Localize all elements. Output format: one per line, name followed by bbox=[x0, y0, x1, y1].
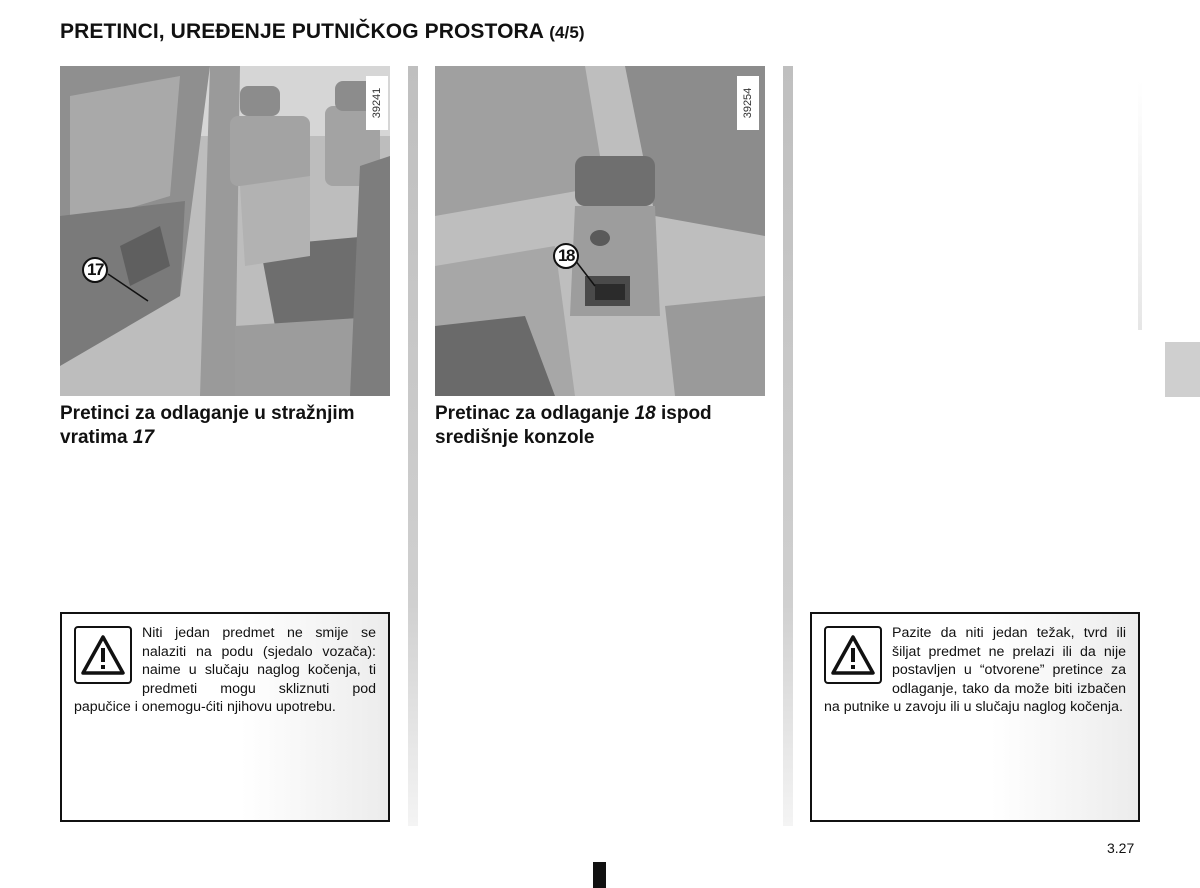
page-number: 3.27 bbox=[1107, 840, 1135, 856]
column-separator-right bbox=[783, 66, 793, 826]
column-separator-left bbox=[408, 66, 418, 826]
caption-tail: ispod središnje konzole bbox=[435, 403, 712, 448]
rear-door-illustration bbox=[60, 66, 390, 396]
warning-text: Niti jedan predmet ne smije se nalaziti na podu (sjedalo vozača): naime u slučaju naglog kočenja, ti predmeti mogu skliznuti pod papučice i onemogu-ćiti njihovu upotrebu. bbox=[74, 625, 376, 715]
center-console-photo bbox=[435, 66, 765, 396]
figure-caption-rear-door bbox=[60, 402, 400, 450]
image-reference-id: 39254 bbox=[737, 76, 759, 130]
caption-ref: 18 bbox=[634, 403, 656, 424]
warning-text: Pazite da niti jedan težak, tvrd ili šiljat predmet ne prelazi ili da nije postavljen u “otvorene” pretince za odlaganje, tako da može biti izbačen na putnike u zavoju ili u slučaju naglog kočenja. bbox=[824, 625, 1126, 715]
caption-text: Pretinac za odlaganje bbox=[435, 403, 635, 424]
warning-box-open-compartments bbox=[810, 612, 1140, 822]
callout-17: 17 bbox=[82, 257, 108, 283]
callout-18: 18 bbox=[553, 243, 579, 269]
section-tab-marker bbox=[1165, 342, 1200, 397]
warning-triangle-icon bbox=[824, 626, 882, 684]
column-separator-edge bbox=[1138, 80, 1142, 330]
caption-ref: 17 bbox=[132, 427, 155, 448]
warning-triangle-icon bbox=[74, 626, 132, 684]
page-title bbox=[60, 20, 585, 44]
page-title-text: PRETINCI, UREĐENJE PUTNIČKOG PROSTORA bbox=[60, 20, 544, 43]
page-count: (4/5) bbox=[549, 23, 585, 42]
center-console-illustration bbox=[435, 66, 765, 396]
caption-text: Pretinci za odlaganje u stražnjim vratima bbox=[60, 403, 355, 448]
warning-box-floor-objects bbox=[60, 612, 390, 822]
page-edge-mark bbox=[593, 862, 606, 888]
image-reference-id: 39241 bbox=[366, 76, 388, 130]
figure-caption-center-console bbox=[435, 402, 775, 450]
rear-door-photo bbox=[60, 66, 390, 396]
